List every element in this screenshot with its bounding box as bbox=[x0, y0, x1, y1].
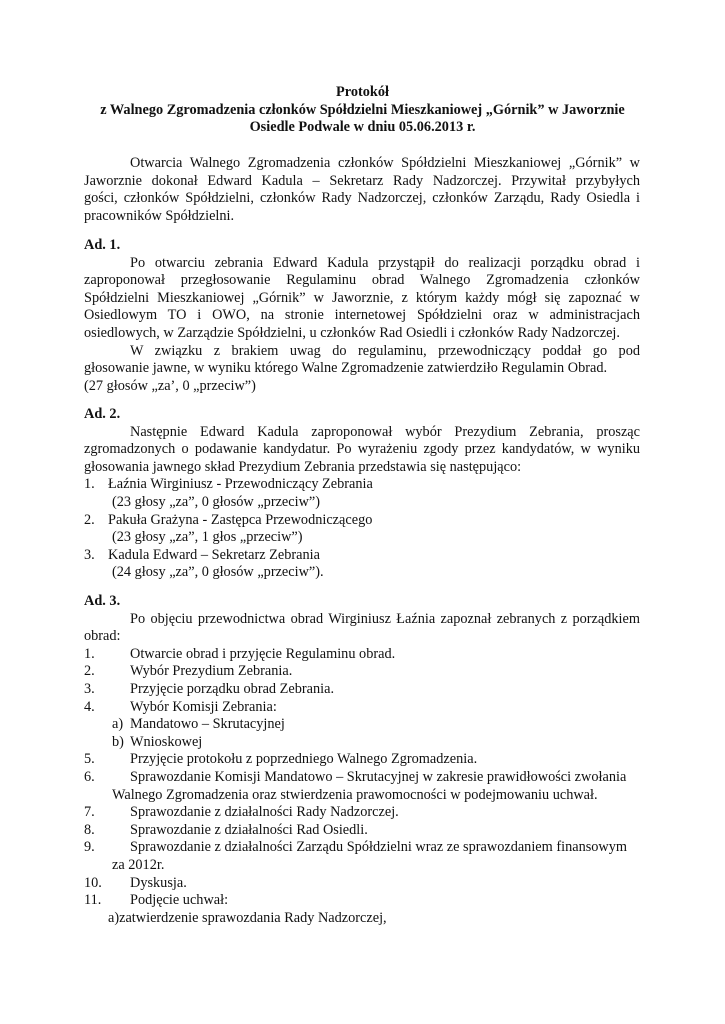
text-line: Po objęciu przewodnictwa obrad Wirginiusz Łaźnia zapoznał zebranych z porządkiem bbox=[130, 610, 640, 627]
agenda-text: Mandatowo – Skrutacyjnej bbox=[130, 716, 285, 733]
intro-line: Otwarcia Walnego Zgromadzenia członków Spółdzielni Mieszkaniowej „Górnik” w bbox=[130, 155, 640, 171]
member-name: Łaźnia Wirginiusz - Przewodniczący Zebrania bbox=[108, 476, 373, 493]
agenda-number: 2. bbox=[84, 663, 95, 680]
text-line: W związku z brakiem uwag do regulaminu, przewodniczący poddał go pod bbox=[130, 342, 640, 359]
agenda-number: 4. bbox=[84, 698, 95, 715]
member-name: Pakuła Grażyna - Zastępca Przewodniczącego bbox=[108, 511, 373, 528]
section-heading: Ad. 1. bbox=[84, 237, 121, 253]
agenda-subitem-text: a)zatwierdzenie sprawozdania Rady Nadzorczej, bbox=[108, 909, 387, 926]
list-item bbox=[84, 512, 640, 530]
title-line-1: Protokół bbox=[336, 84, 389, 100]
title-line-2: z Walnego Zgromadzenia członków Spółdzielni Mieszkaniowej „Górnik” w Jaworznie bbox=[100, 101, 625, 118]
agenda-text: Otwarcie obrad i przyjęcie Regulaminu obrad. bbox=[130, 645, 396, 662]
list-number: 1. bbox=[84, 476, 95, 493]
agenda-item bbox=[84, 892, 640, 910]
agenda-text: Podjęcie uchwał: bbox=[130, 892, 229, 909]
text-line: osiedlowych, w Zarządzie Spółdzielni, u członków Rad Osiedli i członków Rady Nadzorczej. bbox=[84, 324, 620, 341]
agenda-text-continued: Walnego Zgromadzenia oraz stwierdzenia prawomocności w podejmowaniu uchwał. bbox=[112, 786, 598, 803]
agenda-text: Przyjęcie protokołu z poprzedniego Walnego Zgromadzenia. bbox=[130, 751, 478, 768]
text-line: Po otwarciu zebrania Edward Kadula przystąpił do realizacji porządku obrad i bbox=[130, 254, 640, 271]
agenda-text: Przyjęcie porządku obrad Zebrania. bbox=[130, 680, 335, 697]
agenda-number: 11. bbox=[84, 892, 102, 909]
list-item bbox=[84, 547, 640, 565]
text-line: Spółdzielni Mieszkaniowej „Górnik” w Jaworznie, z którym każdy mógł się zapoznać w bbox=[84, 289, 640, 306]
agenda-letter: b) bbox=[112, 733, 124, 750]
text-line: głosowania jawnego skład Prezydium Zebrania przedstawia się następująco: bbox=[84, 458, 522, 475]
list-number: 3. bbox=[84, 546, 95, 563]
section-heading: Ad. 2. bbox=[84, 406, 121, 422]
text-line: Następnie Edward Kadula zaproponował wybór Prezydium Zebrania, prosząc bbox=[130, 423, 640, 440]
member-name: Kadula Edward – Sekretarz Zebrania bbox=[108, 546, 320, 563]
title-line-3: Osiedle Podwale w dniu 05.06.2013 r. bbox=[249, 119, 476, 136]
member-votes: (23 głosy „za”, 1 głos „przeciw”) bbox=[112, 529, 303, 546]
agenda-text: Wybór Komisji Zebrania: bbox=[130, 698, 277, 715]
text-line: zgromadzonych o podawanie kandydatur. Po wyrażeniu zgody przez kandydatów, w wyniku bbox=[84, 441, 640, 458]
agenda-number: 7. bbox=[84, 804, 95, 821]
agenda-number: 8. bbox=[84, 821, 95, 838]
member-votes: (24 głosy „za”, 0 głosów „przeciw”). bbox=[112, 564, 324, 581]
agenda-number: 9. bbox=[84, 839, 95, 856]
section-heading: Ad. 3. bbox=[84, 593, 121, 609]
member-votes: (23 głosy „za”, 0 głosów „przeciw”) bbox=[112, 493, 321, 510]
agenda-text: Sprawozdanie z działalności Rady Nadzorczej. bbox=[130, 804, 399, 821]
agenda-number: 5. bbox=[84, 751, 95, 768]
agenda-item bbox=[84, 699, 640, 717]
agenda-number: 10. bbox=[84, 874, 102, 891]
agenda-text: Sprawozdanie z działalności Rad Osiedli. bbox=[130, 821, 368, 838]
agenda-item bbox=[84, 751, 640, 769]
agenda-item bbox=[84, 769, 640, 787]
agenda-item bbox=[84, 646, 640, 664]
section-ad1 bbox=[84, 237, 640, 395]
agenda-text: Wnioskowej bbox=[130, 733, 203, 750]
text-line: obrad: bbox=[84, 628, 121, 645]
intro-line: Jaworznie dokonał Edward Kadula – Sekretarz Rady Nadzorczej. Przywitał przybyłych bbox=[84, 172, 640, 189]
agenda-text: Wybór Prezydium Zebrania. bbox=[130, 663, 293, 680]
agenda-number: 6. bbox=[84, 768, 95, 785]
agenda-text: Sprawozdanie Komisji Mandatowo – Skrutacyjnej w zakresie prawidłowości zwołania bbox=[130, 768, 627, 785]
agenda-text-continued: za 2012r. bbox=[112, 856, 165, 873]
agenda-text: Sprawozdanie z działalności Zarządu Spółdzielni wraz ze sprawozdaniem finansowym bbox=[130, 839, 628, 856]
agenda-item bbox=[84, 804, 640, 822]
intro-paragraph bbox=[84, 155, 640, 225]
agenda-item bbox=[84, 839, 640, 857]
text-line: Osiedlowym TO i OWO, na stronie internetowej Spółdzielni oraz w administracjach bbox=[84, 307, 640, 324]
agenda-number: 1. bbox=[84, 645, 95, 662]
agenda-item bbox=[84, 822, 640, 840]
document-title bbox=[60, 84, 665, 137]
intro-line: pracowników Spółdzielni. bbox=[84, 207, 235, 224]
agenda-letter: a) bbox=[112, 716, 124, 733]
agenda-subitem bbox=[84, 734, 640, 752]
list-item bbox=[84, 476, 640, 494]
agenda-item bbox=[84, 663, 640, 681]
text-line: zaproponował przegłosowanie Regulaminu obrad Walnego Zgromadzenia członków bbox=[84, 272, 640, 289]
agenda-number: 3. bbox=[84, 680, 95, 697]
section-ad3 bbox=[84, 593, 640, 927]
agenda-item bbox=[84, 875, 640, 893]
text-line: głosowanie jawne, w wyniku którego Walne Zgromadzenie zatwierdziło Regulamin Obrad. bbox=[84, 360, 608, 377]
list-number: 2. bbox=[84, 511, 95, 528]
agenda-text: Dyskusja. bbox=[130, 874, 187, 891]
agenda-subitem bbox=[84, 716, 640, 734]
text-line: (27 głosów „za’, 0 „przeciw”) bbox=[84, 377, 256, 394]
section-ad2 bbox=[84, 406, 640, 582]
agenda-item bbox=[84, 681, 640, 699]
intro-line: gości, członków Spółdzielni, członków Rady Nadzorczej, członków Zarządu, Rady Osiedla i bbox=[84, 190, 640, 207]
